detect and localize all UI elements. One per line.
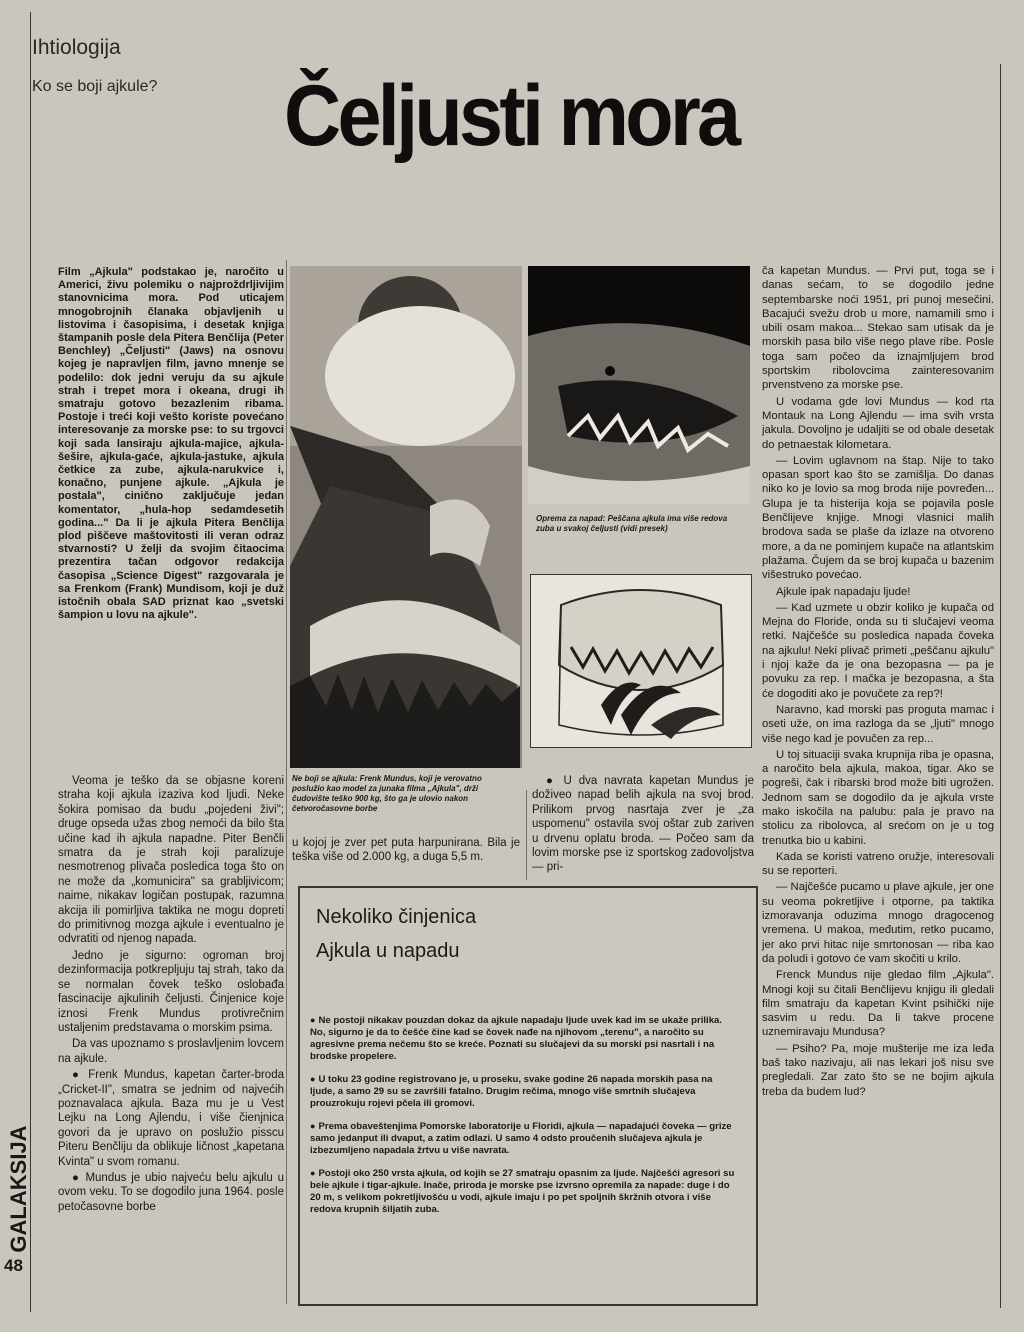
- paragraph: U toj situaciji svaka krupnija riba je opasna, a naročito bela ajkula, makoa, tigar. Ako se pogreši, čak i ribarski brod može biti ugrožen. Jednom sam se dogodilo da je ajkula vrste mako iskočila na palubu: pala je pravo na stolicu za ribolovca, al srećom on je u tog trenutka bio u kabini.: [762, 748, 994, 847]
- article-kicker: Ko se boji ajkule?: [32, 78, 158, 95]
- paragraph: Kada se koristi vatreno oružje, interesovali su se reporteri.: [762, 850, 994, 878]
- paragraph: ● Frenk Mundus, kapetan čarter-broda „Cricket-II", smatra se jednim od najvećih poznavalaca ajkula. Baza mu je u Vest Lejku na Long Ajlendu, i više čienjnica govori da je upravo on poslužio pisscu Piteru Benčliju da oblikuje ličnost „kapetana Kvinta" u svom romanu.: [58, 1069, 284, 1168]
- section-label: Ihtiologija: [32, 36, 121, 59]
- column-rule: [286, 260, 287, 1304]
- article-column-4: [762, 264, 994, 1304]
- photo-mundus-shark-image: [290, 266, 522, 768]
- paragraph: u kojoj je zver pet puta harpunirana. Bila je teška više od 2.000 kg, a duga 5,5 m.: [292, 837, 520, 864]
- paragraph: Veoma je teško da se objasne koreni straha koji ajkula izaziva kod ljudi. Neke šokira pomisao da budu „pojedeni živi"; druge opseda užas zbog nemoći da bilo šta učine kad ih ajkula napadne. Piter Benčli smatra da je strah koji paralizuje nesmotrenog plivača posledica toga što on ne može da „komunicira" sa grabljivicom; naime, nikakav logičan postupak, razumna akcija ili pomirljiva taktika ne mogu dopreti do primitivnog mozga ajkule i eventualno je odvratiti od njenog napada.: [58, 775, 284, 946]
- article-column-1: [58, 774, 284, 1302]
- paragraph: — Lovim uglavnom na štap. Nije to tako opasan sport kao što se zamišlja. Do danas niko ko je lovio sa mog broda nije povređen... Glupa je ta histerija koja se pojavila posle Benčlijeve knjige. Mnogi vlasnici malih brodova sada se plaše da izlaze na otvoreno more, a da ne pominjem kupače na atlantskim plažama. Čujem da se broj kupača u bazenim višestruko povećao.: [762, 454, 994, 582]
- paragraph: ● Mundus je ubio najveću belu ajkulu u ovom veku. To se dogodilo juna 1964. posle petočasovne borbe: [58, 1171, 284, 1213]
- paragraph: — Psiho? Pa, moje mušterije me iza leđa baš tako nazivaju, ali nas lekari još nisu sve pregledali. Zar zato što se ne bojim ajkula treba da budem lud?: [762, 1042, 994, 1098]
- facts-box-subtitle: Ajkula u napadu: [316, 940, 460, 962]
- paragraph: Jedno je sigurno: ogroman broj dezinformacija potkrepljuju taj strah, tako da se normalan čovek teško oslobađa fascinacije ajkulinih čeljusti. Činjenice koje iznosi Frenk Mundus protivrečnim ustaljenim predstavama o morskim psima.: [58, 949, 284, 1034]
- magazine-logo-image: [8, 1126, 32, 1252]
- paragraph: Da vas upoznamo s proslavljenim lovcem na ajkule.: [58, 1038, 284, 1065]
- paragraph: Ajkule ipak napadaju ljude!: [776, 585, 911, 598]
- magazine-logo-text: GALAKSIJA: [8, 1126, 31, 1252]
- photo-mundus-shark: [290, 266, 522, 768]
- column-rule: [1000, 64, 1001, 1308]
- fact-item: ● U toku 23 godine registrovano je, u proseku, svake godine 26 napada morskih pasa na ljude, a samo 29 su se završili fatalno. Drugim rečima, mnogo više smrtnih slučajeva prouzrokuju rojevi pčela ili gromovi.: [310, 1073, 740, 1110]
- facts-box: [298, 886, 758, 1306]
- column-rule: [526, 790, 527, 880]
- fact-item: ● Postoji oko 250 vrsta ajkula, od kojih se 27 smatraju opasnim za ljude. Najčešći agresori su bele ajkule i tigar-ajkule. Inače, priroda je morske pse izvrsno opremila za napade: duge i do 20 m, s velikom pokretljivošću u vodi, ajkule imaju i po pet spoljnih škržnih otvora i više redova krupnih šiljatih zuba.: [310, 1167, 740, 1216]
- page-number: 48: [4, 1256, 23, 1275]
- paragraph: Naravno, kad morski pas proguta mamac i oseti uže, on ima razloga da se „ljuti" mnogo više nego kad je povučen za rep...: [762, 703, 994, 745]
- illustration-jaw-section-image: [531, 575, 751, 747]
- fact-item: ● Ne postoji nikakav pouzdan dokaz da ajkule napadaju ljude uvek kad im se ukaže prilika. No, sigurno je da to češće čine kad se čovek nađe na njihovom „terenu", a naročito su agresivne prema nečemu što se kreće. Poznati su slučajevi da su morski psi nasrtali i na brodske propelere.: [310, 1014, 740, 1063]
- caption-shark-teeth: Oprema za napad: Peščana ajkula ima više redova zuba u svakoj čeljusti (vidi presek): [536, 514, 728, 533]
- paragraph: Frenck Mundus nije gledao film „Ajkula". Mnogi koji su čitali Benčlijevu knjigu ili gledali film smatraju da kapetan Kvint psihički nije sasvim u redu. Da li takve procene uznemiravaju Mundusa?: [762, 969, 994, 1039]
- photo-shark-jaws: [528, 266, 750, 504]
- facts-box-title: Nekoliko činjenica: [316, 906, 477, 928]
- facts-box-body: [310, 1014, 740, 1226]
- photo-shark-jaws-image: [528, 266, 750, 504]
- paragraph: — Kad uzmete u obzir koliko je kupača od Mejna do Floride, onda su ti slučajevi veoma retki. Najčešće su posledica napada čoveka na ajkulu! Neki plivač primeti „peščanu ajkulu" i njoj kaže da je ona bezopasna — pa je povuku za rep. I mačka je bezopasna, a šta će dogoditi ako je povučete za rep?!: [762, 601, 994, 700]
- page-title: Čeljusti mora: [284, 68, 738, 164]
- article-column-2: [292, 836, 520, 882]
- intro-paragraph: Film „Ajkula" podstakao je, naročito u Americi, živu polemiku o najproždrljivijim stanovnicima mora. Pod uticajem mnogobrojnih članaka objavljenih u listovima i časopisima, i desetak knjiga štampanih posle dela Pitera Benčlija (Peter Benchley) „Čeljusti" (Jaws) na osnovu kojeg je napravljen film, javno mnenje se podelilo: dok jedni veruju da su ajkule strah i trepet mora i okeana, drugi ih smatraju gotovo bezazlenim ribama. Postoje i treći koji vešto koriste povećano interesovanje za morske pse: to su trgovci koji sada lansiraju ajkula-majice, ajkula-šešire, ajkula-gaće, ajkula-jastuke, ajkula četkice za zube, ajkula-narukvice i, konačno, punjene ajkule. „Ajkula je postala", cinično zaključuje jedan komentator, „hula-hop sedamdesetih godina..." Da li je ajkula Pitera Benčlija plod piščeve maštovitosti ili veran odraz stvarnosti? U želji da svojim čitaocima prezentira tačan odgovor redakcija časopisa „Science Digest" razgovarala je sa Frenkom (Frank) Mundisom, koji je duž istočnih obala SAD priznat kao „svetski šampion u lovu na ajkule".: [58, 266, 284, 622]
- paragraph: U vodama gde lovi Mundus — kod rta Montauk na Long Ajlendu — ima svih vrsta jakula. Dovoljno je udaljiti se od obale desetak do petnaestak kilometara.: [762, 395, 994, 451]
- magazine-logo: [8, 1126, 32, 1252]
- illustration-jaw-section: [530, 574, 752, 748]
- fact-item: ● Prema obaveštenjima Pomorske laboratorije u Floridi, ajkula — napadajući čoveka — grize samo jedanput ili dvaput, a zatim odlazi. U samo 4 odsto proučenih slučajeva ajkula je izbezumljeno napadala žrtvu u više navrata.: [310, 1120, 740, 1157]
- intro-text: [58, 266, 284, 686]
- paragraph: ča kapetan Mundus. — Prvi put, toga se i danas sećam, to se dogodilo jedne septembarske noći 1951, pri punoj mesečini. Bacajući svežu drob u more, namamili smo i ubili osam makoa... Stekao sam utisak da je morskih pasa bilo više nego plave ribe. Posle toga sam počeo da iznajmljujem brod sportskim ribolovcima zainteresovanim prvenstveno za morske pse.: [762, 265, 994, 392]
- paragraph: — Najčešće pucamo u plave ajkule, jer one su veoma pokretljive i otporne, pa taktika izmoravanja oduzima mnogo dragocenog vremena. U makoa, međutim, retko pucamo, jer ako prvi hitac nije smrtonosan — riba kao da poludi i gotovo će vam skočiti u krilo.: [762, 881, 994, 965]
- article-column-3: [532, 774, 754, 882]
- caption-mundus: Ne boji se ajkula: Frenk Mundus, koji je verovatno poslužio kao model za junaka filma „Ajkula", drži čudovište teško 900 kg, što ga je ulovio nakon četvoročasovne borbe: [292, 774, 482, 813]
- column-rule: [30, 12, 31, 1312]
- paragraph: ● U dva navrata kapetan Mundus je doživeo napad belih ajkula na svoj brod. Prilikom prvog nasrtaja zver je „za uspomenu" ostavila svoj oštar zub zariven u drvenu oplatu broda. — Počeo sam da lovim morske pse iz sportskog zadovoljstva — pri-: [532, 775, 754, 874]
